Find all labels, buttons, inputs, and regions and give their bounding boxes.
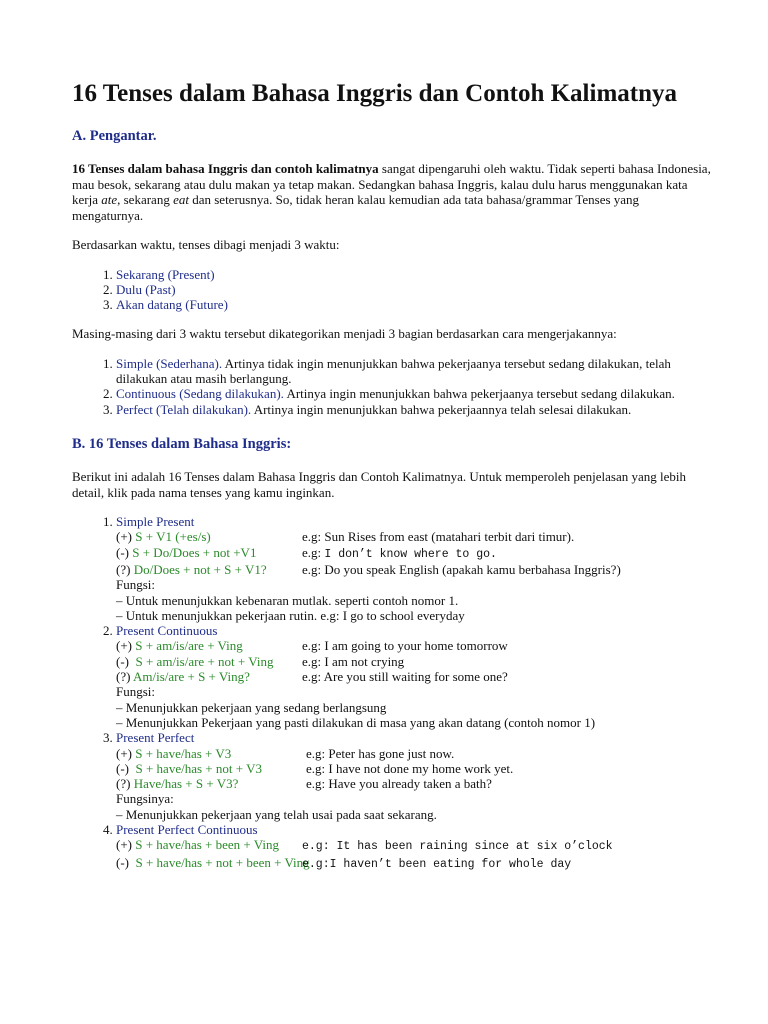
- formula: [116, 529, 302, 544]
- example: [302, 669, 508, 684]
- formula-text: S + have/has + been + Ving: [135, 837, 279, 853]
- formula: [116, 638, 302, 653]
- formula: [116, 562, 302, 577]
- formula: [116, 761, 306, 776]
- formula-text: S + have/has + not + been + Ving: [135, 854, 310, 870]
- bagian-intro: Masing-masing dari 3 waktu tersebut dikategorikan menjadi 3 bagian berdasarkan cara mengerjakannya:: [72, 326, 617, 342]
- tense-name-link[interactable]: 1. Simple Present: [116, 514, 195, 530]
- waktu-intro: Berdasarkan waktu, tenses dibagi menjadi 3 waktu:: [72, 237, 340, 252]
- example-label: e.g:: [306, 776, 329, 792]
- example: [306, 776, 492, 791]
- bagian-link-perfect[interactable]: Perfect (Telah dilakukan).: [116, 401, 252, 417]
- section-b-heading: B. 16 Tenses dalam Bahasa Inggris:: [72, 436, 292, 453]
- list-item: [116, 402, 712, 417]
- example-text: I am going to your home tomorrow: [324, 638, 508, 654]
- list-item: [116, 297, 712, 312]
- example-label: e.g:: [302, 561, 325, 577]
- fungsi-item: – Untuk menunjukkan pekerjaan rutin. e.g: I go to school everyday: [116, 607, 465, 623]
- section-a-heading: A. Pengantar.: [72, 128, 157, 144]
- fungsi-item: – Menunjukkan Pekerjaan yang pasti dilakukan di masa yang akan datang (contoh nomor 1): [116, 714, 596, 730]
- example: [302, 638, 508, 653]
- formula-row: [116, 837, 712, 854]
- example-label: e.g:: [302, 544, 325, 560]
- waktu-link-present[interactable]: Sekarang (Present): [116, 266, 215, 282]
- bagian-text: Artinya tidak ingin menunjukkan bahwa pekerjaanya tersebut sedang dilakukan, telah dilakukan atau masih berlangung.: [116, 355, 671, 387]
- formula-row: [116, 654, 712, 669]
- formula-sign: (+): [116, 529, 136, 545]
- formula-sign: (?): [116, 776, 134, 792]
- intro-ate: ate: [101, 192, 118, 207]
- example-label: e.g:: [302, 840, 337, 854]
- tense-item: [116, 623, 712, 730]
- tense-item: [116, 514, 712, 623]
- example: [302, 654, 404, 669]
- formula-sign: (?): [116, 561, 134, 577]
- formula: [116, 776, 306, 791]
- fungsi-label: Fungsi:: [116, 577, 156, 593]
- example-text: Are you still waiting for some one?: [323, 669, 508, 685]
- example-text: Peter has gone just now.: [328, 745, 455, 761]
- tense-name-link[interactable]: 2. Present Continuous: [116, 623, 218, 639]
- formula-row: [116, 562, 712, 577]
- formula-row: [116, 776, 712, 791]
- intro-paragraph: [72, 161, 712, 223]
- formula-sign: (?): [116, 669, 133, 685]
- example: [306, 746, 454, 761]
- formula: [116, 746, 306, 761]
- formula-row: [116, 669, 712, 684]
- formula-row: [116, 855, 712, 872]
- example-label: e.g:: [302, 669, 324, 685]
- tense-name-link[interactable]: 3. Present Perfect: [116, 730, 195, 746]
- formula: [116, 837, 302, 854]
- formula-sign: (-): [116, 544, 133, 560]
- bagian-link-continuous[interactable]: Continuous (Sedang dilakukan).: [116, 386, 284, 402]
- example-text: I am not crying: [324, 653, 405, 669]
- bagian-text: Artinya ingin menunjukkan bahwa pekerjaanya tersebut sedang dilakukan.: [283, 386, 675, 402]
- document-title: 16 Tenses dalam Bahasa Inggris dan Contoh Kalimatnya: [72, 80, 678, 107]
- list-item: [116, 356, 712, 387]
- formula: [116, 654, 302, 669]
- example-label: e.g:: [302, 529, 325, 545]
- example-text: I don’t know where to go.: [324, 547, 497, 561]
- formula-sign: (-): [116, 760, 136, 776]
- example-label: e.g:: [302, 653, 325, 669]
- formula-row: [116, 529, 712, 544]
- example: [302, 855, 571, 872]
- example-text: It has been raining since at six o’clock: [336, 840, 613, 854]
- waktu-list: [72, 267, 712, 313]
- example-label: e.g:: [302, 638, 325, 654]
- example: [302, 837, 613, 854]
- waktu-link-future[interactable]: Akan datang (Future): [116, 297, 228, 313]
- formula-text: S + have/has + not + V3: [135, 760, 262, 776]
- bagian-list: [72, 356, 712, 417]
- example-label: e.g:: [302, 857, 330, 871]
- example: [302, 529, 574, 544]
- fungsi-label: Fungsi:: [116, 684, 156, 700]
- example-label: e.g:: [306, 745, 329, 761]
- formula-sign: (-): [116, 854, 136, 870]
- list-item: [116, 386, 712, 401]
- intro-text-1: sangat dipengaruhi oleh waktu. Tidak seperti bahasa Indonesia, mau besok, sekarang atau dulu makan ya tetap makan. Sedangkan bahasa Inggris, kalau dulu harus menggunakan kata kerja: [72, 161, 711, 207]
- formula-sign: (+): [116, 638, 136, 654]
- tense-item: [116, 730, 712, 822]
- formula: [116, 854, 310, 872]
- intro-bold: 16 Tenses dalam bahasa Inggris dan contoh kalimatnya: [72, 161, 379, 176]
- document-page: [72, 78, 712, 886]
- example: [302, 545, 497, 562]
- formula-sign: (+): [116, 837, 136, 853]
- formula: [116, 669, 302, 684]
- formula-text: S + am/is/are + Ving: [135, 638, 243, 654]
- example-text: Sun Rises from east (matahari terbit dari timur).: [324, 529, 575, 545]
- formula-text: S + Do/Does + not +V1: [132, 544, 257, 560]
- tense-item: [116, 822, 712, 872]
- example-text: I have not done my home work yet.: [328, 760, 514, 776]
- list-item: [116, 282, 712, 297]
- formula-text: Do/Does + not + S + V1?: [133, 561, 267, 577]
- formula-row: [116, 761, 712, 776]
- example: [302, 562, 621, 577]
- formula-sign: (-): [116, 653, 136, 669]
- formula-text: S + am/is/are + not + Ving: [135, 653, 274, 669]
- example-text: I haven’t been eating for whole day: [329, 857, 572, 871]
- tense-name-link[interactable]: 4. Present Perfect Continuous: [116, 822, 258, 838]
- formula-sign: (+): [116, 745, 136, 761]
- formula-row: [116, 746, 712, 761]
- example-text: Do you speak English (apakah kamu berbahasa Inggris?): [324, 561, 621, 577]
- fungsi-label: Fungsinya:: [116, 791, 174, 807]
- example-label: e.g:: [306, 760, 329, 776]
- tenses-list: [72, 514, 712, 872]
- fungsi-item: – Menunjukkan pekerjaan yang telah usai pada saat sekarang.: [116, 806, 437, 822]
- bagian-text: Artinya ingin menunjukkan bahwa pekerjaannya telah selesai dilakukan.: [251, 401, 632, 417]
- intro-eat: eat: [173, 192, 189, 207]
- fungsi-item: – Menunjukkan pekerjaan yang sedang berlangsung: [116, 699, 387, 715]
- waktu-link-past[interactable]: Dulu (Past): [116, 281, 176, 297]
- example-text: Have you already taken a bath?: [328, 776, 492, 792]
- fungsi-item: – Untuk menunjukkan kebenaran mutlak. seperti contoh nomor 1.: [116, 592, 459, 608]
- section-b-intro: Berikut ini adalah 16 Tenses dalam Bahasa Inggris dan Contoh Kalimatnya. Untuk memperoleh penjelasan yang lebih detail, klik pada nama tenses yang kamu inginkan.: [72, 469, 687, 500]
- list-item: [116, 267, 712, 282]
- intro-text-3: dan seterusnya. So, tidak heran kalau kemudian ada tata bahasa/grammar Tenses yang mengaturnya.: [72, 192, 640, 223]
- bagian-link-simple[interactable]: Simple (Sederhana).: [116, 355, 223, 371]
- formula-row: [116, 638, 712, 653]
- intro-text-2: , sekarang: [117, 192, 174, 207]
- formula-row: [116, 545, 712, 562]
- formula-text: Am/is/are + S + Ving?: [132, 669, 250, 685]
- formula-text: Have/has + S + V3?: [133, 776, 239, 792]
- formula: [116, 545, 302, 562]
- formula-text: S + have/has + V3: [135, 745, 232, 761]
- example: [306, 761, 513, 776]
- formula-text: S + V1 (+es/s): [135, 529, 211, 545]
